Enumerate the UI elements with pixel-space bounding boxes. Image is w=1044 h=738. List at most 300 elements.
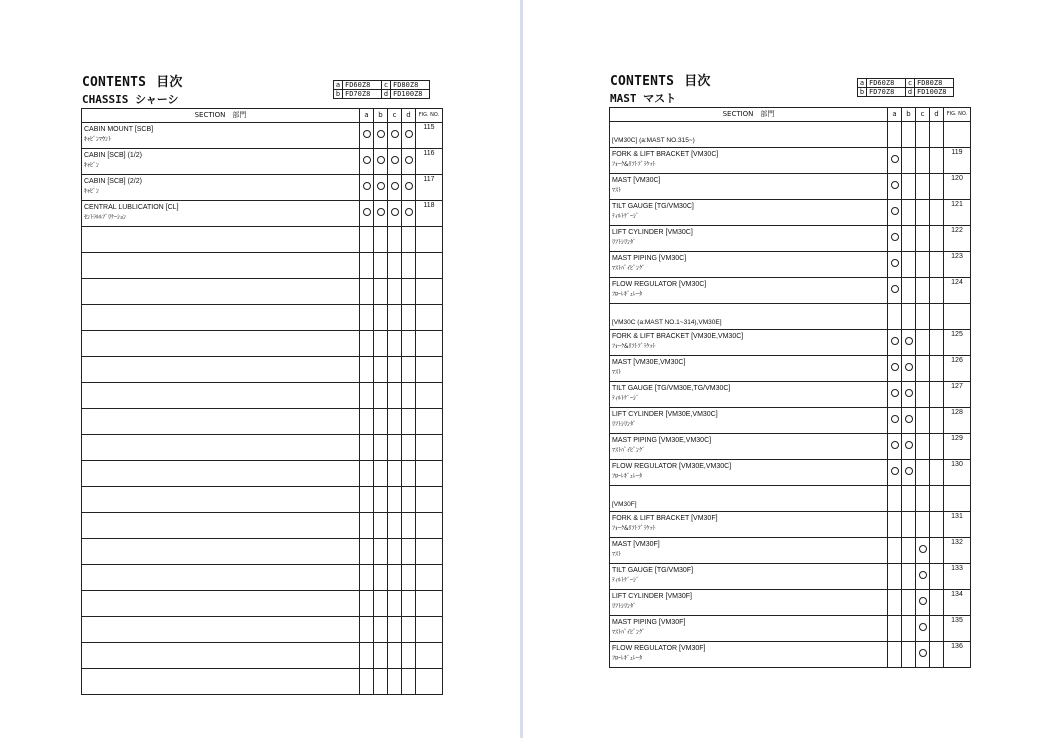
model-b-cell	[902, 408, 916, 434]
section-cell	[82, 461, 360, 487]
model-d-cell	[930, 330, 944, 356]
model-c-cell	[916, 564, 930, 590]
section-cell	[610, 226, 888, 252]
model-c-cell	[388, 461, 402, 487]
section-name-jp: ﾏｽﾄ	[612, 551, 622, 558]
section-name: CABIN [SCB] (2/2)	[84, 178, 142, 185]
model-a-cell	[360, 253, 374, 279]
fig-no-header: FIG. NO.	[944, 108, 971, 122]
model-b-cell	[374, 175, 388, 201]
model-c-cell	[916, 304, 930, 330]
model-c-cell	[388, 279, 402, 305]
col-d-header: d	[930, 108, 944, 122]
model-key-table: a FD60Z8 c FD80Z8 b FD70Z8 d FD100Z8	[857, 78, 954, 97]
model-d-cell	[402, 305, 416, 331]
section-name: FORK & LIFT BRACKET [VM30E,VM30C]	[612, 333, 744, 340]
section-cell	[82, 617, 360, 643]
model-b-cell	[374, 513, 388, 539]
table-row	[610, 226, 971, 252]
model-b-cell	[374, 591, 388, 617]
model-b-cell	[374, 487, 388, 513]
section-name-jp: ﾏｽﾄﾊﾟｲﾋﾟﾝｸﾞ	[612, 629, 646, 636]
model-c-cell	[916, 512, 930, 538]
fig-no-cell	[416, 253, 443, 279]
model-d-cell	[402, 487, 416, 513]
model-b-cell	[902, 642, 916, 668]
section-header: SECTION 部門	[82, 109, 360, 123]
circle-mark-icon	[891, 337, 899, 345]
model-a-cell	[360, 539, 374, 565]
model-c-cell	[388, 539, 402, 565]
table-row	[82, 669, 443, 695]
table-row	[82, 201, 443, 227]
model-d-cell	[402, 435, 416, 461]
model-a-cell	[360, 305, 374, 331]
fig-no-cell	[416, 461, 443, 487]
model-d-cell	[402, 149, 416, 175]
circle-mark-icon	[891, 363, 899, 371]
table-row	[82, 227, 443, 253]
table-row	[610, 590, 971, 616]
fig-no-cell: 123	[944, 252, 971, 278]
fig-no-cell: 122	[944, 226, 971, 252]
contents-title: CONTENTS	[610, 74, 675, 89]
section-name-jp: ｾﾝﾄﾗﾙﾙﾌﾞﾘｹｰｼｮﾝ	[84, 214, 127, 221]
model-a-cell	[360, 383, 374, 409]
model-d-cell	[402, 461, 416, 487]
section-cell	[610, 200, 888, 226]
section-cell	[82, 409, 360, 435]
model-b-cell	[374, 201, 388, 227]
group-label: [VM30F]	[612, 501, 637, 508]
fig-no-cell: 126	[944, 356, 971, 382]
model-b-cell	[902, 564, 916, 590]
model-b-cell	[374, 565, 388, 591]
section-name: FORK & LIFT BRACKET [VM30C]	[612, 151, 719, 158]
section-cell	[610, 434, 888, 460]
section-name: CENTRAL LUBLICATION [CL]	[84, 204, 179, 211]
table-row	[82, 643, 443, 669]
model-c-cell	[388, 409, 402, 435]
model-b-cell	[374, 409, 388, 435]
table-row	[82, 461, 443, 487]
section-name-jp: ﾌﾛｰﾚｷﾞｭﾚｰﾀ	[612, 473, 643, 480]
section-name: CABIN [SCB] (1/2)	[84, 152, 142, 159]
table-row	[610, 122, 971, 148]
table-row	[82, 123, 443, 149]
model-a-cell	[888, 538, 902, 564]
model-a-cell	[360, 227, 374, 253]
fig-no-cell	[416, 591, 443, 617]
section-name: MAST [VM30F]	[612, 541, 660, 548]
model-b-cell	[902, 278, 916, 304]
model-a-cell	[888, 512, 902, 538]
section-cell	[610, 278, 888, 304]
model-c-cell	[388, 305, 402, 331]
fig-no-cell: 117	[416, 175, 443, 201]
section-header: SECTION 部門	[610, 108, 888, 122]
model-d-cell	[402, 617, 416, 643]
contents-title: CONTENTS	[82, 75, 147, 90]
model-c-cell	[916, 408, 930, 434]
left-page	[0, 0, 520, 738]
fig-no-cell	[416, 643, 443, 669]
table-row	[82, 175, 443, 201]
section-cell	[82, 279, 360, 305]
col-a-header: a	[360, 109, 374, 123]
section-name-jp: ｷｬﾋﾞﾝﾏｳﾝﾄ	[84, 136, 112, 143]
model-c-cell	[916, 226, 930, 252]
section-name-jp: ﾌﾛｰﾚｷﾞｭﾚｰﾀ	[612, 291, 643, 298]
model-a-cell	[888, 434, 902, 460]
model-c-cell	[388, 383, 402, 409]
fig-no-cell: 118	[416, 201, 443, 227]
model-a-cell	[360, 175, 374, 201]
circle-mark-icon	[891, 259, 899, 267]
section-cell	[610, 616, 888, 642]
fig-no-cell	[416, 565, 443, 591]
model-d-cell	[402, 357, 416, 383]
circle-mark-icon	[905, 467, 913, 475]
circle-mark-icon	[405, 182, 413, 190]
model-c: FD80Z8	[915, 79, 954, 88]
model-b-cell	[902, 460, 916, 486]
table-row	[610, 564, 971, 590]
fig-no-cell: 127	[944, 382, 971, 408]
section-name-jp: ﾏｽﾄﾊﾟｲﾋﾟﾝｸﾞ	[612, 447, 646, 454]
table-row	[610, 642, 971, 668]
circle-mark-icon	[391, 130, 399, 138]
model-a-cell	[888, 200, 902, 226]
model-d-cell	[402, 227, 416, 253]
model-a-cell	[888, 486, 902, 512]
model-d-cell	[930, 304, 944, 330]
model-b-cell	[374, 539, 388, 565]
model-d: FD100Z8	[391, 90, 430, 99]
section-cell	[610, 486, 888, 512]
fig-no-cell: 129	[944, 434, 971, 460]
model-d-cell	[930, 538, 944, 564]
model-d: FD100Z8	[915, 88, 954, 97]
model-a: FD60Z8	[867, 79, 906, 88]
contents-heading	[82, 71, 183, 90]
section-name: CABIN MOUNT [SCB]	[84, 126, 154, 133]
section-cell	[82, 201, 360, 227]
section-cell	[82, 227, 360, 253]
section-cell	[82, 305, 360, 331]
model-a-cell	[360, 331, 374, 357]
model-b-cell	[902, 590, 916, 616]
model-b-cell	[902, 122, 916, 148]
model-b-cell	[902, 200, 916, 226]
model-d-cell	[930, 200, 944, 226]
circle-mark-icon	[377, 208, 385, 216]
table-row	[610, 174, 971, 200]
model-a-cell	[888, 122, 902, 148]
section-name: MAST [VM30E,VM30C]	[612, 359, 686, 366]
table-row	[610, 148, 971, 174]
fig-no-cell: 121	[944, 200, 971, 226]
section-name-jp: ﾃｨﾙﾄｹﾞｰｼﾞ	[612, 213, 640, 220]
circle-mark-icon	[377, 130, 385, 138]
table-row	[610, 616, 971, 642]
section-name: MAST PIPING [VM30F]	[612, 619, 686, 626]
model-d-cell	[930, 512, 944, 538]
model-c-cell	[916, 200, 930, 226]
section-title-jp: マスト	[643, 92, 677, 105]
circle-mark-icon	[391, 156, 399, 164]
model-a-cell	[888, 642, 902, 668]
fig-no-cell	[416, 227, 443, 253]
model-a-cell	[360, 201, 374, 227]
model-d-cell	[930, 382, 944, 408]
contents-table	[609, 107, 971, 668]
section-name-jp: ﾘﾌﾄｼﾘﾝﾀﾞ	[612, 603, 637, 610]
col-b-header: b	[374, 109, 388, 123]
model-d-cell	[930, 434, 944, 460]
col-a-header: a	[888, 108, 902, 122]
section-cell	[610, 122, 888, 148]
model-b-cell	[902, 356, 916, 382]
contents-table	[81, 108, 443, 695]
section-cell	[610, 148, 888, 174]
table-row	[610, 460, 971, 486]
fig-no-cell: 125	[944, 330, 971, 356]
circle-mark-icon	[891, 285, 899, 293]
fig-no-cell	[416, 383, 443, 409]
section-cell	[82, 383, 360, 409]
fig-no-cell: 120	[944, 174, 971, 200]
circle-mark-icon	[891, 467, 899, 475]
table-row	[82, 149, 443, 175]
model-b-cell	[374, 123, 388, 149]
model-b: FD70Z8	[867, 88, 906, 97]
section-name-jp: ﾏｽﾄﾊﾟｲﾋﾟﾝｸﾞ	[612, 265, 646, 272]
fig-no-cell: 115	[416, 123, 443, 149]
section-name: LIFT CYLINDER [VM30C]	[612, 229, 693, 236]
table-row	[82, 591, 443, 617]
model-d-cell	[402, 279, 416, 305]
section-cell	[610, 304, 888, 330]
section-cell	[82, 539, 360, 565]
fig-no-cell	[416, 669, 443, 695]
model-c-cell	[916, 590, 930, 616]
section-name: FLOW REGULATOR [VM30E,VM30C]	[612, 463, 732, 470]
section-cell	[610, 408, 888, 434]
model-d-cell	[930, 226, 944, 252]
fig-no-cell	[416, 487, 443, 513]
section-cell	[82, 149, 360, 175]
model-c-cell	[388, 487, 402, 513]
fig-no-cell: 135	[944, 616, 971, 642]
model-a-cell	[360, 279, 374, 305]
model-d-cell	[402, 591, 416, 617]
table-row	[82, 409, 443, 435]
model-a-cell	[888, 408, 902, 434]
circle-mark-icon	[891, 207, 899, 215]
section-cell	[610, 174, 888, 200]
model-d-cell	[930, 590, 944, 616]
circle-mark-icon	[891, 389, 899, 397]
model-a-cell	[888, 356, 902, 382]
model-b-cell	[902, 616, 916, 642]
model-d-cell	[402, 123, 416, 149]
model-a-cell	[888, 278, 902, 304]
model-c-cell	[916, 356, 930, 382]
model-c-cell	[388, 175, 402, 201]
circle-mark-icon	[919, 649, 927, 657]
section-cell	[82, 591, 360, 617]
fig-no-cell: 128	[944, 408, 971, 434]
model-c-cell	[916, 460, 930, 486]
table-row	[610, 356, 971, 382]
section-cell	[82, 513, 360, 539]
circle-mark-icon	[363, 208, 371, 216]
circle-mark-icon	[391, 208, 399, 216]
table-row	[82, 331, 443, 357]
model-c-cell	[388, 149, 402, 175]
model-b-cell	[374, 383, 388, 409]
col-c-header: c	[916, 108, 930, 122]
fig-no-cell: 136	[944, 642, 971, 668]
fig-no-cell: 116	[416, 149, 443, 175]
section-name: MAST [VM30C]	[612, 177, 661, 184]
table-row	[82, 357, 443, 383]
model-c-cell	[916, 252, 930, 278]
section-name: FLOW REGULATOR [VM30C]	[612, 281, 707, 288]
model-b-cell	[902, 330, 916, 356]
table-row	[82, 513, 443, 539]
model-b-cell	[902, 226, 916, 252]
model-d-cell	[930, 642, 944, 668]
model-c-cell	[388, 331, 402, 357]
model-d-cell	[402, 201, 416, 227]
section-name-jp: ﾃｨﾙﾄｹﾞｰｼﾞ	[612, 577, 640, 584]
model-d-cell	[930, 148, 944, 174]
model-a-cell	[888, 564, 902, 590]
section-cell	[610, 382, 888, 408]
model-a-cell	[360, 565, 374, 591]
fig-no-cell	[416, 409, 443, 435]
circle-mark-icon	[891, 415, 899, 423]
section-cell	[82, 175, 360, 201]
model-d-cell	[930, 408, 944, 434]
section-title: CHASSIS	[82, 93, 129, 106]
model-a-cell	[360, 409, 374, 435]
circle-mark-icon	[891, 233, 899, 241]
model-a-cell	[888, 252, 902, 278]
circle-mark-icon	[905, 363, 913, 371]
fig-no-cell	[416, 617, 443, 643]
model-c-cell	[916, 382, 930, 408]
model-d-cell	[930, 564, 944, 590]
model-b-cell	[902, 486, 916, 512]
model-b-cell	[374, 461, 388, 487]
model-a-cell	[360, 643, 374, 669]
section-cell	[610, 356, 888, 382]
col-b-header: b	[902, 108, 916, 122]
table-row	[610, 200, 971, 226]
section-cell	[82, 643, 360, 669]
section-cell	[82, 435, 360, 461]
model-d-cell	[930, 174, 944, 200]
model-d-cell	[402, 383, 416, 409]
model-a-cell	[360, 357, 374, 383]
circle-mark-icon	[405, 130, 413, 138]
model-b: FD70Z8	[343, 90, 382, 99]
model-d-cell	[402, 669, 416, 695]
circle-mark-icon	[363, 130, 371, 138]
section-name: LIFT CYLINDER [VM30E,VM30C]	[612, 411, 718, 418]
circle-mark-icon	[905, 415, 913, 423]
model-d-cell	[930, 460, 944, 486]
contents-title-jp: 目次	[684, 74, 711, 89]
model-a-cell	[888, 226, 902, 252]
section-name-jp: ﾌｫｰｸ&ﾘﾌﾄﾌﾞﾗｹｯﾄ	[612, 343, 656, 350]
fig-no-cell	[416, 513, 443, 539]
section-cell	[82, 253, 360, 279]
model-c-cell	[388, 669, 402, 695]
model-a-cell	[888, 330, 902, 356]
section-name-jp: ﾏｽﾄ	[612, 187, 622, 194]
circle-mark-icon	[905, 441, 913, 449]
model-c-cell	[388, 643, 402, 669]
model-d-cell	[930, 356, 944, 382]
model-c-cell	[388, 201, 402, 227]
section-cell	[610, 252, 888, 278]
model-c-cell	[916, 278, 930, 304]
section-title: MAST	[610, 92, 637, 105]
col-c-header: c	[388, 109, 402, 123]
model-d-cell	[930, 486, 944, 512]
model-a-cell	[360, 149, 374, 175]
fig-no-cell: 130	[944, 460, 971, 486]
model-b-cell	[902, 304, 916, 330]
fig-no-cell	[416, 305, 443, 331]
section-name: MAST PIPING [VM30E,VM30C]	[612, 437, 712, 444]
model-a: FD60Z8	[343, 81, 382, 90]
section-name-jp: ｷｬﾋﾞﾝ	[84, 188, 100, 195]
section-name-jp: ﾏｽﾄ	[612, 369, 622, 376]
table-row	[610, 382, 971, 408]
fig-no-cell: 134	[944, 590, 971, 616]
fig-no-cell: 132	[944, 538, 971, 564]
model-c-cell	[916, 148, 930, 174]
model-d-cell	[402, 175, 416, 201]
model-a-cell	[360, 591, 374, 617]
fig-no-cell	[944, 486, 971, 512]
table-row	[610, 304, 971, 330]
model-c-cell	[916, 538, 930, 564]
fig-no-cell: 124	[944, 278, 971, 304]
model-b-cell	[374, 305, 388, 331]
section-cell	[82, 331, 360, 357]
fig-no-cell: 131	[944, 512, 971, 538]
table-row	[82, 253, 443, 279]
table-row	[610, 434, 971, 460]
model-c-cell	[388, 253, 402, 279]
circle-mark-icon	[891, 441, 899, 449]
model-d-cell	[930, 122, 944, 148]
section-name: TILT GAUGE [TG/VM30E,TG/VM30C]	[612, 385, 731, 392]
table-row	[610, 252, 971, 278]
model-d-cell	[402, 539, 416, 565]
table-row	[610, 408, 971, 434]
circle-mark-icon	[905, 389, 913, 397]
circle-mark-icon	[919, 623, 927, 631]
fig-no-cell	[416, 331, 443, 357]
section-name-jp: ﾘﾌﾄｼﾘﾝﾀﾞ	[612, 421, 637, 428]
